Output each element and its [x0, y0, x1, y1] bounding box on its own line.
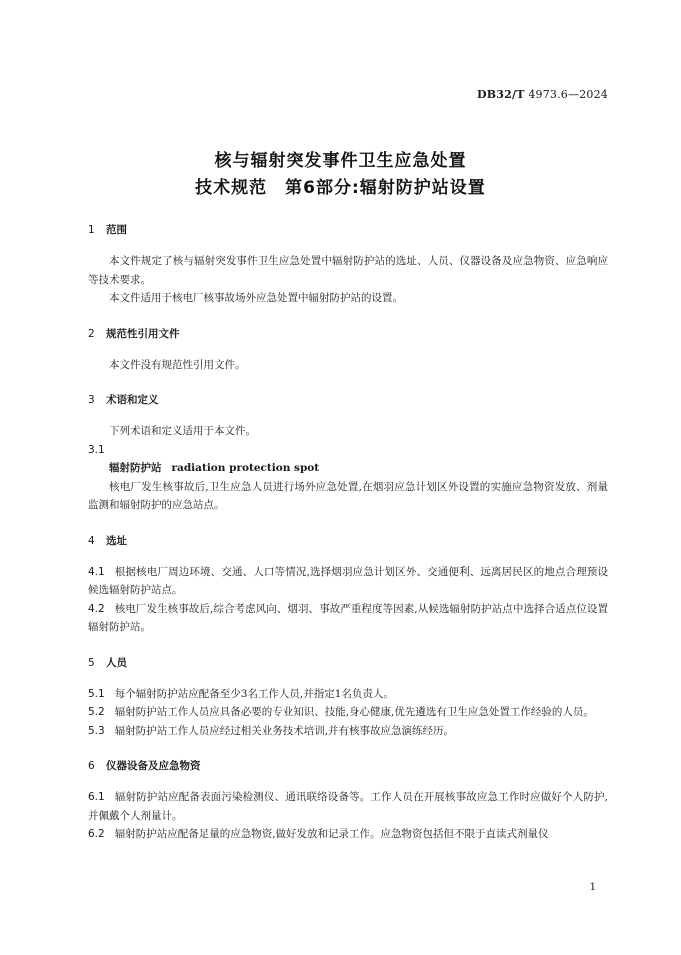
- section-heading-site-selection: [88, 531, 608, 551]
- clause-text: 根据核电厂周边环境、交通、人口等情况,选择烟羽应急计划区外、交通便利、远离居民区的地点合理预设候选辐射防护站点。: [88, 565, 608, 596]
- section-title: 术语和定义: [106, 394, 159, 406]
- clause-text: 辐射防护站应配备足量的应急物资,做好发放和记录工作。应急物资包括但不限于直读式剂量仪: [114, 828, 549, 840]
- document-title-line1: 核与辐射突发事件卫生应急处置: [214, 151, 467, 171]
- section-title: 规范性引用文件: [106, 327, 180, 340]
- clause-number: 6.1: [88, 791, 105, 803]
- clause: [88, 825, 608, 844]
- section-number: 2: [88, 327, 95, 340]
- clause-text: 每个辐射防护站应配备至少3名工作人员,并指定1名负责人。: [114, 687, 394, 700]
- section-number: 6: [88, 760, 95, 772]
- paragraph: 下列术语和定义适用于本文件。: [109, 425, 256, 437]
- document-title-line2: 技术规范 第6部分:辐射防护站设置: [195, 178, 486, 198]
- clause-text: 核电厂发生核事故后,综合考虑风向、烟羽、事故严重程度等因素,从候选辐射防护站点中选择合适点位设置辐射防护站。: [88, 602, 608, 633]
- term-english: radiation protection spot: [171, 462, 320, 474]
- paragraph: 本文件适用于核电厂核事故场外应急处置中辐射防护站的设置。: [109, 292, 403, 304]
- clause-number: 5.2: [88, 706, 105, 718]
- paragraph: 本文件规定了核与辐射突发事件卫生应急处置中辐射防护站的选址、人员、仪器设备及应急物资、应急响应等技术要求。: [88, 255, 608, 286]
- section-heading-terms: [88, 390, 608, 410]
- section-heading-personnel: [88, 653, 608, 673]
- section-heading-normative-references: [88, 324, 608, 344]
- section-title: 仪器设备及应急物资: [106, 760, 201, 772]
- section-title: 选址: [106, 534, 127, 547]
- clause: [88, 600, 608, 637]
- section-number: 5: [88, 656, 95, 669]
- clause-text: 辐射防护站应配备表面污染检测仪、通讯联络设备等。工作人员在开展核事故应急工作时应做好个人防护,并佩戴个人剂量计。: [88, 791, 608, 822]
- term-entry: [88, 459, 608, 478]
- clause: [88, 563, 608, 600]
- clause: [88, 788, 608, 825]
- document-body: [88, 220, 608, 844]
- section-number: 3: [88, 394, 95, 406]
- standard-code-prefix: DB32/T: [477, 88, 525, 101]
- clause-number: 4.1: [88, 565, 105, 578]
- section-heading-scope: [88, 220, 608, 240]
- term-definition: 核电厂发生核事故后,卫生应急人员进行场外应急处置,在烟羽应急计划区外设置的实施应急物资发放、剂量监测和辐射防护的应急站点。: [88, 480, 608, 511]
- section-title: 范围: [106, 224, 127, 236]
- standard-code: [477, 88, 608, 101]
- clause-text: 辐射防护站工作人员应经过相关业务技术培训,并有核事故应急演练经历。: [114, 724, 455, 737]
- section-number: 1: [88, 224, 95, 236]
- clause: [88, 722, 608, 741]
- clause: [88, 703, 608, 722]
- section-number: 4: [88, 534, 95, 547]
- page-number: 1: [589, 882, 596, 893]
- clause-number: 6.2: [88, 828, 105, 840]
- clause-number: 5.3: [88, 724, 105, 737]
- term-number: 3.1: [88, 443, 105, 456]
- clause-number: 4.2: [88, 602, 105, 615]
- clause-text: 辐射防护站工作人员应具备必要的专业知识、技能,身心健康,优先遴选有卫生应急处置工作经验的人员。: [114, 706, 594, 718]
- clause: [88, 685, 608, 704]
- section-heading-equipment-supplies: [88, 756, 608, 776]
- section-title: 人员: [106, 656, 127, 669]
- paragraph: 本文件没有规范性引用文件。: [109, 358, 246, 371]
- clause-number: 5.1: [88, 687, 105, 700]
- standard-code-number: 4973.6—2024: [528, 88, 608, 101]
- term-chinese: 辐射防护站: [109, 462, 162, 474]
